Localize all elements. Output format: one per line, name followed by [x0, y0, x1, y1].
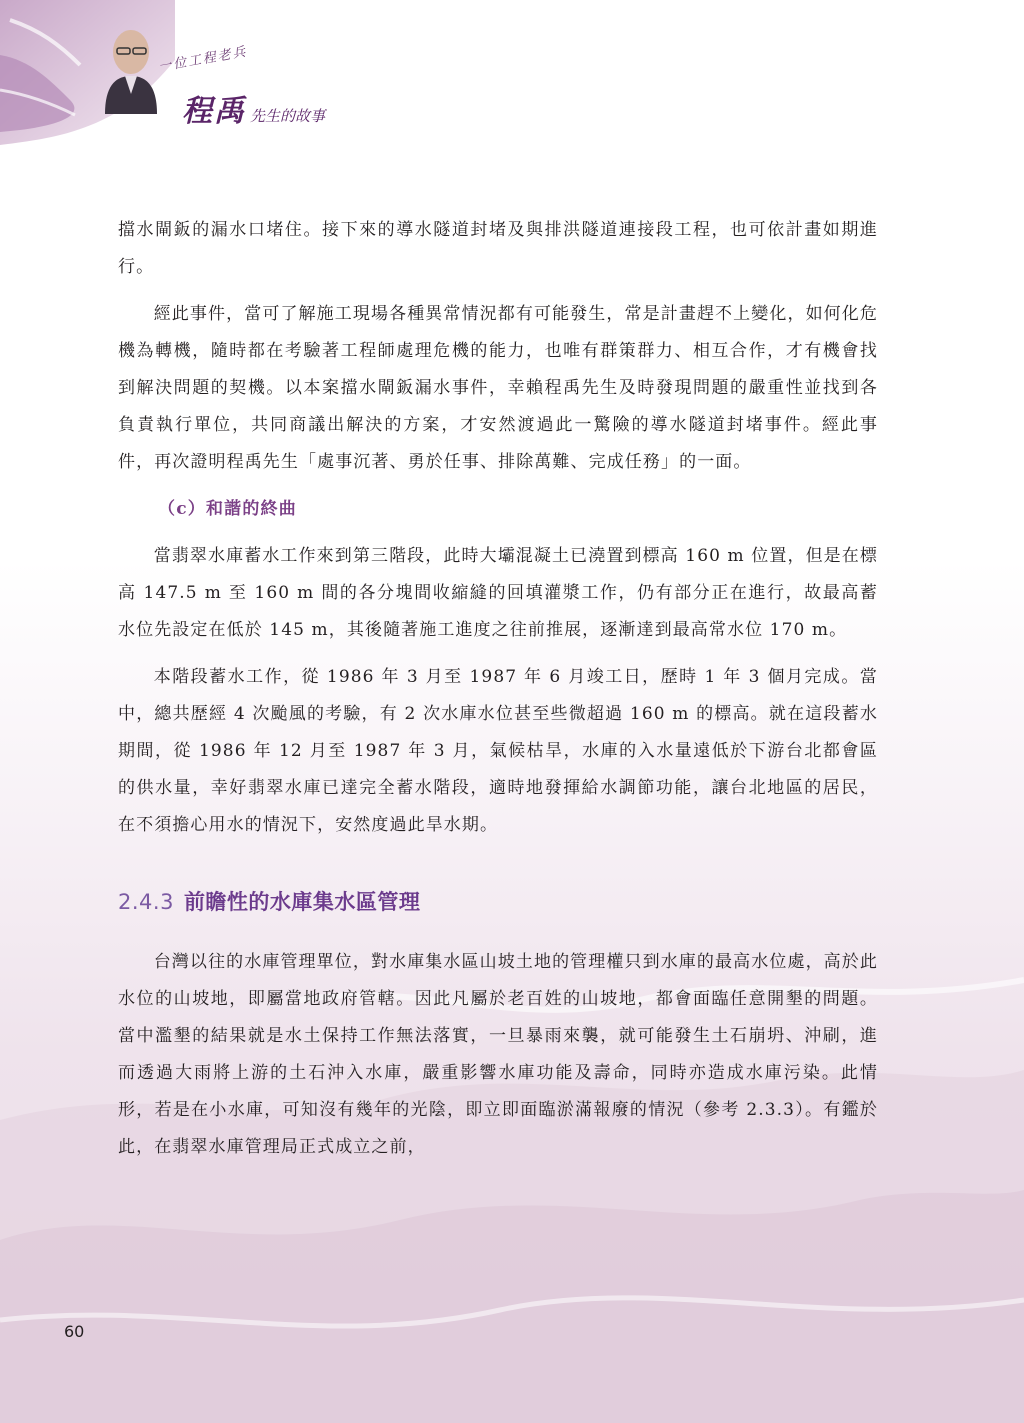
paragraph-3: 當翡翠水庫蓄水工作來到第三階段，此時大壩混凝土已澆置到標高 160 m 位置，但是在標高 147.5 m 至 160 m 間的各分塊間收縮縫的回填灌漿工作，仍有部分正在進行，故最高蓄水位先設定在低於 145 m，其後隨著施工進度之往前推展，逐漸達到最高常水位 170 m。 [118, 546, 878, 640]
page-header [0, 0, 360, 150]
series-title: 一位工程老兵 [157, 44, 249, 75]
section-title: 前瞻性的水庫集水區管理 [183, 890, 421, 914]
header-name: 程禹 [182, 94, 246, 129]
page-content [118, 212, 878, 1166]
paragraph-5: 台灣以往的水庫管理單位，對水庫集水區山坡土地的管理權只到水庫的最高水位處，高於此水位的山坡地，即屬當地政府管轄。因此凡屬於老百姓的山坡地，都會面臨任意開墾的問題。當中濫墾的結果就是水土保持工作無法落實，一旦暴雨來襲，就可能發生土石崩坍、沖刷，進而透過大雨將上游的土石沖入水庫，嚴重影響水庫功能及壽命，同時亦造成水庫污染。此情形，若是在小水庫，可知沒有幾年的光陰，即立即面臨淤滿報廢的情況（參考 2.3.3）。有鑑於此，在翡翠水庫管理局正式成立之前， [118, 952, 878, 1157]
section-heading [118, 882, 878, 922]
page-number: 60 [64, 1322, 85, 1341]
paragraph-4: 本階段蓄水工作，從 1986 年 3 月至 1987 年 6 月竣工日，歷時 1 年 3 個月完成。當中，總共歷經 4 次颱風的考驗，有 2 次水庫水位甚至些微超過 160 m 的標高。就在這段蓄水期間，從 1986 年 12 月至 1987 年 3 月，氣候枯旱，水庫的入水量遠低於下游台北都會區的供水量，幸好翡翠水庫已達完全蓄水階段，適時地發揮給水調節功能，讓台北地區的居民，在不須擔心用水的情況下，安然度過此旱水期。 [118, 667, 878, 835]
portrait-photo [95, 14, 165, 114]
paragraph-1: 擋水閘鈑的漏水口堵住。接下來的導水隧道封堵及與排洪隧道連接段工程，也可依計畫如期進行。 [118, 220, 878, 277]
paragraph-2: 經此事件，當可了解施工現場各種異常情況都有可能發生，常是計畫趕不上變化，如何化危機為轉機，隨時都在考驗著工程師處理危機的能力，也唯有群策群力、相互合作，才有機會找到解決問題的契機。以本案擋水閘鈑漏水事件，幸賴程禹先生及時發現問題的嚴重性並找到各負責執行單位，共同商議出解決的方案，才安然渡過此一驚險的導水隧道封堵事件。經此事件，再次證明程禹先生「處事沉著、勇於任事、排除萬難、完成任務」的一面。 [118, 304, 878, 472]
sub-heading: （c）和諧的終曲 [158, 499, 297, 519]
header-name-suffix: 先生的故事 [250, 107, 326, 125]
header-name-block [182, 86, 325, 130]
section-number: 2.4.3 [118, 890, 174, 914]
